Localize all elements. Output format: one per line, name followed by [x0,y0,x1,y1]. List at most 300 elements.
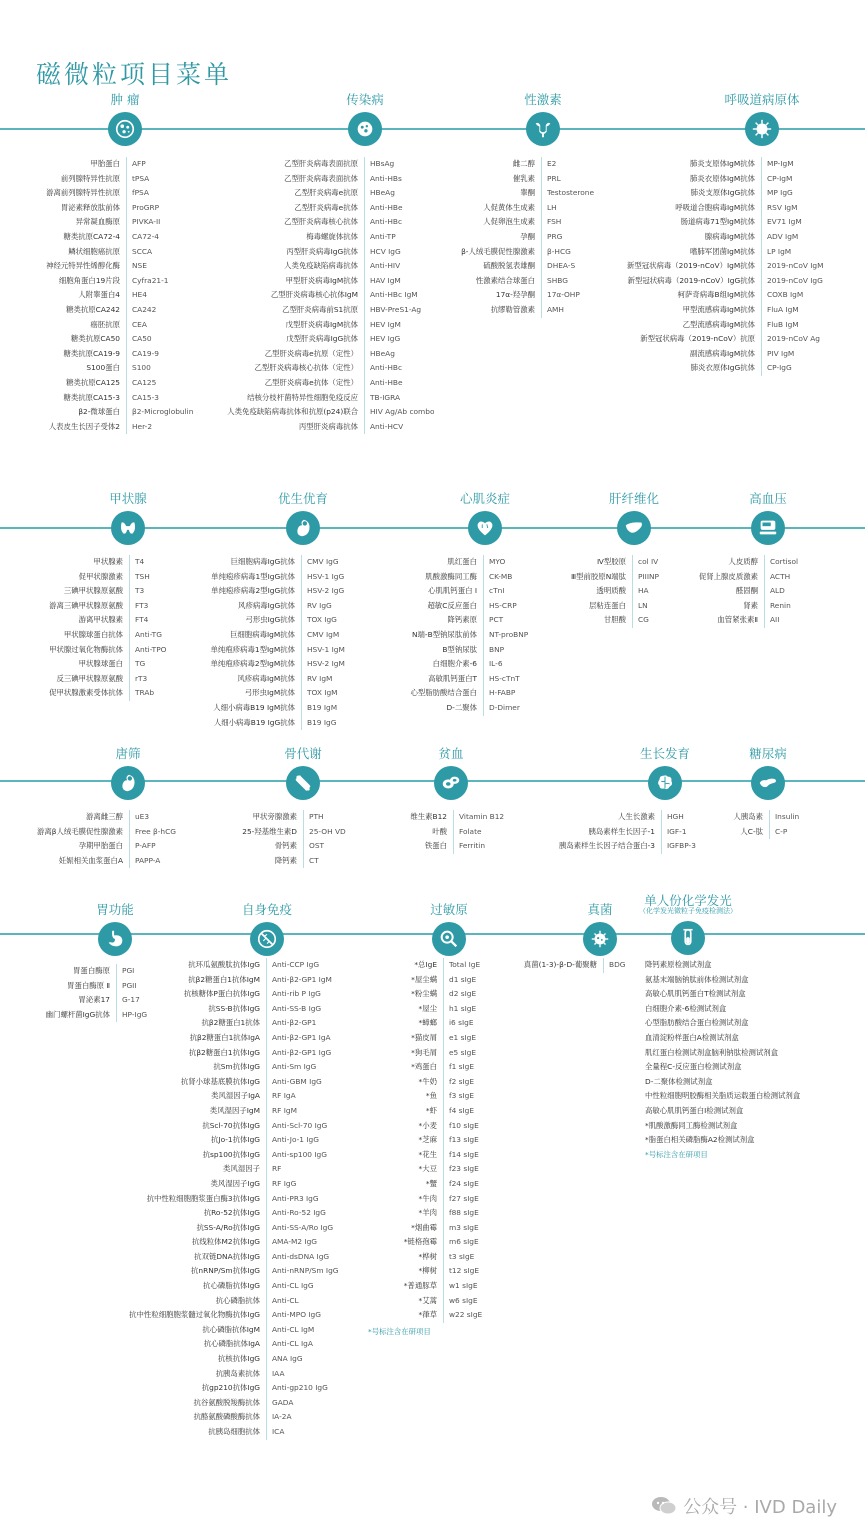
test-name-column [0,157,120,434]
test-code: f13 sIgE [449,1135,479,1145]
test-name: *葎草 [418,1310,437,1320]
test-code: Anti-CL IgA [272,1339,313,1349]
test-code: B19 IgM [307,702,338,712]
test-name: 新型冠状病毒（2019-nCoV）IgM抗体 [626,261,755,271]
footer-account: 公众号 · IVD Daily [683,1497,837,1518]
category-title: 生长发育 [639,746,690,761]
test-name: 游离甲状腺素 [78,615,123,625]
test-name: 抗线粒体M2抗体IgG [191,1237,260,1247]
test-code: col IV [638,557,659,566]
wechat-icon [651,1496,677,1516]
test-code: MP-IgM [767,159,794,168]
test-code: Anti-HBc [370,217,403,227]
test-name: 抗核糖体P蛋白抗体IgG [183,989,260,999]
virus-spike-icon [745,112,779,146]
test-name: 糖类抗原CA125 [66,377,120,387]
test-code: CMV IgM [307,629,340,639]
test-code: IGF-1 [667,826,687,836]
thyroid-icon [111,511,145,545]
test-code: Anti-dsDNA IgG [272,1251,330,1261]
page-title: 磁微粒项目菜单 [36,59,233,89]
category-title: 肝纤维化 [608,491,659,506]
test-code: HA [638,586,649,596]
test-code: Anti-HBc [370,363,403,373]
test-name: *链格孢霉 [403,1237,437,1247]
category-title: 优生优育 [277,491,328,506]
test-name-column [190,555,295,730]
test-name: 类风湿因子IgA [211,1091,260,1101]
test-code: CA19-9 [132,348,159,358]
test-name: 抗心磷脂抗体IgG [203,1281,260,1291]
magnifier-icon [432,922,466,956]
test-name: 层粘连蛋白 [589,600,626,610]
test-name: 游离β人绒毛膜促性腺激素 [36,826,123,836]
test-name: 甘胆酸 [603,615,626,625]
test-code: HSV-2 IgM [307,659,345,669]
test-code: Anti-Sm IgG [272,1062,317,1072]
test-name: 骨钙素 [274,841,297,851]
virus-icon [348,112,382,146]
brain-icon [648,766,682,800]
test-name-column [550,555,626,628]
test-code: Anti-rib P IgG [272,989,321,999]
test-name: *屋尘 [418,1003,437,1013]
test-name: 巨细胞病毒IgM抗体 [230,629,295,639]
test-code: w6 sIgE [449,1295,478,1305]
test-code: e5 sIgE [449,1047,476,1057]
test-code: LH [547,202,557,212]
test-code: IA-2A [272,1412,292,1422]
test-code: HBsAg [370,159,395,168]
test-code-column [453,810,504,854]
test-name: *艾蒿 [418,1295,437,1305]
test-name: 甲状腺球蛋白抗体 [63,629,123,639]
test-code: rT3 [135,673,148,683]
test-code: w22 sIgE [449,1310,483,1320]
test-code: PIV IgM [767,348,795,358]
test-name: 梅毒螺旋体抗体 [306,231,358,241]
test-name: 乙型肝炎病毒e抗体 [294,202,358,212]
test-code-column [541,157,594,318]
test-name: 乙型肝炎病毒核心抗体（定性） [254,363,358,373]
test-name: Ⅲ型前胶原N端肽 [571,571,626,581]
footnote: *号标注含在研项目 [368,1327,431,1336]
test-name-column [360,958,437,1323]
list-item: 心型脂肪酸结合蛋白检测试剂盒 [645,1018,749,1028]
test-code: IGFBP-3 [667,841,696,851]
test-code: PRG [547,231,563,241]
test-code: CA242 [132,304,157,314]
test-name: 透明质酸 [596,586,626,596]
test-code: Total IgE [449,960,481,969]
test-code: Anti-CL IgG [272,1281,314,1291]
test-name: 新型冠状病毒（2019-nCoV）IgG抗体 [627,275,755,285]
fetus-icon [111,766,145,800]
test-code: NT-proBNP [489,629,529,639]
test-name: 异常凝血酶原 [75,217,120,227]
test-name: 促甲状腺激素 [78,571,123,581]
test-name: 胃泌素17 [78,995,110,1005]
list-item: 血清淀粉样蛋白A检测试剂盒 [645,1032,739,1042]
test-name: 肺炎衣原体IgM抗体 [690,173,755,183]
test-code-column [266,958,339,1440]
test-name: B型钠尿肽 [442,644,477,654]
test-code: HE4 [132,290,147,300]
test-code: HIV Ag/Ab combo [370,407,435,417]
test-code: HS-CRP [489,600,517,610]
test-code: Anti-nRNP/Sm IgG [272,1266,339,1276]
test-name: 癌胚抗原 [90,319,120,329]
test-code: cTnI [489,586,505,596]
test-code: f10 sIgE [449,1120,479,1130]
category-title: 唐筛 [115,746,141,761]
test-name: 抗心磷脂抗体 [215,1295,260,1305]
test-name: 腺病毒IgM抗体 [704,231,755,241]
test-code: HAV IgM [370,275,401,285]
test-name: 类风湿因子IgG [210,1178,260,1188]
test-name: 抗β2糖蛋白1抗体IgA [189,1032,260,1042]
test-code: B19 IgG [307,717,337,727]
test-code: t12 sIgE [449,1266,480,1276]
test-code: HGH [667,812,684,821]
test-name: 真菌(1-3)-β-D-葡聚糖 [523,960,597,969]
test-code: G-17 [122,995,140,1005]
test-name: 醛固酮 [735,586,758,596]
test-name: 抗gp210抗体IgG [201,1383,260,1393]
test-code: Anti-TG [135,629,162,639]
test-name: 人附睾蛋白4 [78,290,120,300]
test-name: 抗核抗体IgG [217,1354,260,1364]
test-name-column [210,157,358,434]
test-name: β2-微球蛋白 [78,407,120,417]
category-title: 高血压 [749,491,787,506]
test-code: Anti-β2-GP1 IgG [272,1047,332,1057]
test-code: TOX IgM [307,688,338,698]
test-code: IL-6 [489,659,503,669]
test-code: f88 sIgE [449,1208,479,1218]
category-title: 肿 瘤 [110,92,140,107]
test-code-column [301,555,345,730]
test-code: Anti-HIV [370,261,401,271]
test-code: Anti-gp210 IgG [272,1383,328,1393]
test-name: 肺炎支原体IgG抗体 [690,188,755,198]
test-name: 性激素结合球蛋白 [475,275,535,285]
test-name-column [605,157,755,376]
test-code: S100 [132,363,151,373]
test-name: 心肌肌钙蛋白 I [428,586,477,596]
test-code: BNP [489,644,505,654]
test-code: FSH [547,217,562,227]
test-code-column [443,958,482,1323]
test-name: *鱼 [425,1091,437,1101]
test-code: Ferritin [459,841,486,851]
test-code: HSV-1 IgM [307,644,345,654]
test-code: Anti-TP [370,231,396,241]
test-name: 弓形虫IgG抗体 [245,615,295,625]
test-code: Testosterone [547,188,594,198]
test-code: d2 sIgE [449,989,477,999]
test-code: CP-IgM [767,173,793,183]
test-name: 甲状腺素 [93,557,123,566]
test-name: 风疹病毒IgM抗体 [237,673,295,683]
test-name: *蟹 [425,1178,437,1188]
test-name: 游离雌三醇 [86,812,123,821]
test-name: 类风湿因子IgM [209,1105,260,1115]
test-name-column [0,810,123,868]
test-name: 乙型流感病毒IgM抗体 [682,319,755,329]
liver-icon [617,511,651,545]
test-code: Anti-SS-A/Ro IgG [272,1222,334,1232]
list-item: D-二聚体检测试剂盒 [645,1076,713,1086]
test-name: 副流感病毒IgM抗体 [690,348,755,358]
test-code: f3 sIgE [449,1091,475,1101]
test-name: 人C-肽 [740,826,763,836]
test-code: f27 sIgE [449,1193,479,1203]
test-code: PRL [547,173,561,183]
test-name: 抗中性粒细胞胞浆髓过氧化物酶抗体IgG [129,1310,260,1320]
test-name-column [680,555,758,628]
test-code: Anti-MPO IgG [272,1310,321,1320]
test-code: LN [638,600,648,610]
test-name: 胰岛素样生长因子-1 [588,826,655,836]
test-name-column [690,810,763,839]
test-name-column [380,555,477,716]
test-code: P-AFP [135,841,156,851]
test-name: 三碘甲状腺原氨酸 [63,586,123,596]
single-test-list [645,958,800,1162]
test-code: DHEA-S [547,261,576,271]
test-name: 叶酸 [432,826,447,836]
test-name: 乙型肝炎病毒前S1抗原 [282,304,358,314]
category-title: 单人份化学发光 [644,893,732,908]
test-code: ICA [272,1427,285,1436]
test-code: Insulin [775,812,800,821]
list-item: 肌红蛋白检测试剂盒脑利钠肽检测试剂盒 [645,1047,779,1057]
test-name: 糖类抗原CA19-9 [63,348,120,358]
test-code: FT4 [135,615,149,625]
test-name: 人类免疫缺陷病毒抗体和抗原(p24)联合 [227,407,358,417]
category-title: 胃功能 [96,902,134,917]
test-code: LP IgM [767,246,792,256]
test-name: 人生长激素 [618,812,655,821]
test-code: β2-Microglobulin [132,407,194,417]
test-code: NSE [132,261,147,271]
list-item: *肌酸激酶同工酶检测试剂盒 [645,1120,738,1130]
test-code: CEA [132,319,147,329]
test-name: 单纯疱疹病毒2型IgM抗体 [210,659,295,669]
test-code: m6 sIgE [449,1237,479,1247]
test-code: HP-IgG [122,1009,148,1019]
test-name: 抗Scl-70抗体IgG [202,1120,260,1130]
test-name: 乙型肝炎病毒核心抗体IgM [270,290,358,300]
test-code: PTH [309,812,324,821]
test-code: Anti-HBc IgM [370,290,418,300]
test-code: m3 sIgE [449,1222,479,1232]
test-name: 结核分枝杆菌特异性细胞免疫反应 [247,392,358,402]
test-name-column [200,810,297,868]
test-code: T3 [135,586,145,596]
test-name: 反三碘甲状腺原氨酸 [56,673,123,683]
test-name: 单纯疱疹病毒1型IgM抗体 [210,644,295,654]
test-code: Anti-SS-B IgG [272,1003,322,1013]
test-name: 肺炎支原体IgM抗体 [690,159,755,168]
test-name: 抗胰岛细胞抗体 [208,1427,260,1436]
test-name: *小麦 [418,1120,437,1130]
test-code: EV71 IgM [767,217,802,227]
test-name: 甲状腺过氧化物酶抗体 [49,644,123,654]
test-code: HEV IgM [370,319,401,329]
test-code: 2019-nCoV IgG [767,275,823,285]
test-code: RSV IgM [767,202,798,212]
test-code: Anti-CL IgM [272,1324,315,1334]
test-code: Anti-β2-GP1 IgM [272,974,332,984]
test-name: 人胰岛素 [733,812,763,821]
test-code: ADV IgM [767,231,799,241]
test-name: 血管紧张素Ⅱ [717,615,758,625]
test-name: 降钙素原 [447,615,477,625]
test-code: PIVKA-II [132,217,161,227]
test-name: 17α-羟孕酮 [495,290,535,300]
test-name: 高敏肌钙蛋白T [428,673,477,683]
test-name: *柳树 [418,1266,437,1276]
stomach-icon [98,922,132,956]
test-name: 类风湿因子 [223,1164,260,1174]
test-name: 促甲状腺激素受体抗体 [49,688,123,698]
test-name: 抗胰岛素抗体 [215,1368,260,1378]
test-name: 丙型肝炎病毒抗体 [298,421,358,431]
test-name: 人细小病毒B19 IgG抗体 [213,717,295,727]
test-code: f4 sIgE [449,1105,475,1115]
test-name: *普通豚草 [403,1281,437,1291]
test-name: *烟曲霉 [411,1222,437,1232]
test-name: 超敏C反应蛋白 [427,600,477,610]
footnote: *号标注含在研项目 [645,1149,708,1159]
test-code: CK-MB [489,571,513,581]
test-name: 抗nRNP/Sm抗体IgG [191,1266,260,1276]
test-code: uE3 [135,812,150,821]
test-code: ACTH [770,571,791,581]
test-name: 游离三碘甲状腺原氨酸 [49,600,123,610]
test-name: 降钙素 [274,855,297,865]
list-item: 高敏心肌肌钙蛋白T检测试剂盒 [645,989,746,999]
test-code: RF IgA [272,1091,296,1101]
category-title: 传染病 [346,92,384,107]
test-name: 戊型肝炎病毒IgG抗体 [286,334,358,344]
list-item: 白细胞介素-6检测试剂盒 [645,1003,727,1013]
test-code: AFP [132,159,146,168]
test-code: CT [309,855,319,865]
test-code: f14 sIgE [449,1149,479,1159]
test-name: 抗β2糖蛋白1抗体IgG [188,1047,260,1057]
test-code: Anti-β2-GP1 [272,1018,317,1028]
category-title: 骨代谢 [284,746,322,761]
test-code: Anti-TPO [135,644,167,654]
test-name: 抗中性粒细胞胞浆蛋白酶3抗体IgG [146,1193,260,1203]
test-name: *猫皮屑 [411,1032,437,1042]
test-name: 孕酮 [520,231,535,241]
test-name: 甲状腺球蛋白 [78,659,123,669]
test-code: CA125 [132,377,157,387]
test-code: PIIINP [638,571,659,581]
test-name: 胃蛋白酶原 Ⅱ [67,980,110,990]
test-name: 白细胞介素-6 [432,659,477,669]
test-name: 乙型肝炎病毒表面抗体 [284,173,358,183]
category-title: 糖尿病 [749,746,787,761]
test-name: 单纯疱疹病毒2型IgG抗体 [211,586,295,596]
test-name: 肾素 [743,600,758,610]
test-name: 风疹病毒IgG抗体 [238,600,295,610]
test-name: 细胞角蛋白19片段 [58,275,120,285]
test-code: CMV IgG [307,557,339,566]
test-code: Anti-Jo-1 IgG [272,1135,319,1145]
test-name: 肺炎衣原体IgG抗体 [690,363,755,373]
test-code: t3 sIgE [449,1251,475,1261]
test-name: *牛奶 [418,1076,437,1086]
test-name: *粉尘螨 [411,989,437,999]
test-code: Anti-HBs [370,173,402,183]
test-code: Anti-CL [272,1295,299,1305]
category-title: 自身免疫 [241,902,292,917]
test-code: PGII [122,980,137,990]
test-code-column [764,555,798,628]
test-code: Anti-Scl-70 IgG [272,1120,328,1130]
test-code: fPSA [132,188,149,198]
test-name: *花生 [418,1149,437,1159]
test-code: CA50 [132,334,152,344]
test-code: HEV IgG [370,334,401,344]
test-name: 幽门螺杆菌IgG抗体 [45,1009,110,1019]
test-name: 抗双链DNA抗体IgG [194,1251,260,1261]
test-name: Ⅳ型胶原 [597,557,626,566]
test-name: 甲胎蛋白 [90,159,120,168]
heart-icon [468,511,502,545]
test-code: h1 sIgE [449,1003,477,1013]
test-code: Anti-HBe [370,202,403,212]
test-code: i6 sIgE [449,1018,474,1028]
test-name: 促肾上腺皮质激素 [698,571,758,581]
test-code: w1 sIgE [449,1281,478,1291]
test-name: *总IgE [414,960,437,969]
test-code: Anti-HBe [370,377,403,387]
cell-icon [108,112,142,146]
test-code-column [769,810,799,839]
test-name: 神经元特异性烯醇化酶 [46,261,120,271]
test-code: PGI [122,966,135,975]
test-name: *羊肉 [418,1208,437,1218]
shield-icon [250,922,284,956]
test-name: 肌红蛋白 [447,557,477,566]
test-code: IAA [272,1368,285,1378]
test-code: Her-2 [132,421,153,431]
category-title: 甲状腺 [109,491,147,506]
test-code: C-P [775,826,788,836]
test-code: ANA IgG [272,1354,303,1364]
test-name: N端-B型钠尿肽前体 [411,629,477,639]
test-code: TOX IgG [307,615,337,625]
blood-pressure-icon [751,511,785,545]
test-code: D-Dimer [489,702,520,712]
test-name: 甲型肝炎病毒IgM抗体 [285,275,358,285]
test-name: 抗Jo-1抗体IgG [211,1135,260,1145]
test-name: *蟑螂 [418,1018,437,1028]
test-code: BDG [609,960,626,969]
test-name: 抗Ro-52抗体IgG [203,1208,260,1218]
test-code-column [129,810,176,868]
test-code: tPSA [132,173,150,183]
test-name-column [0,555,123,701]
test-code: Free β-hCG [135,826,176,836]
test-name: *牛肉 [418,1193,437,1203]
